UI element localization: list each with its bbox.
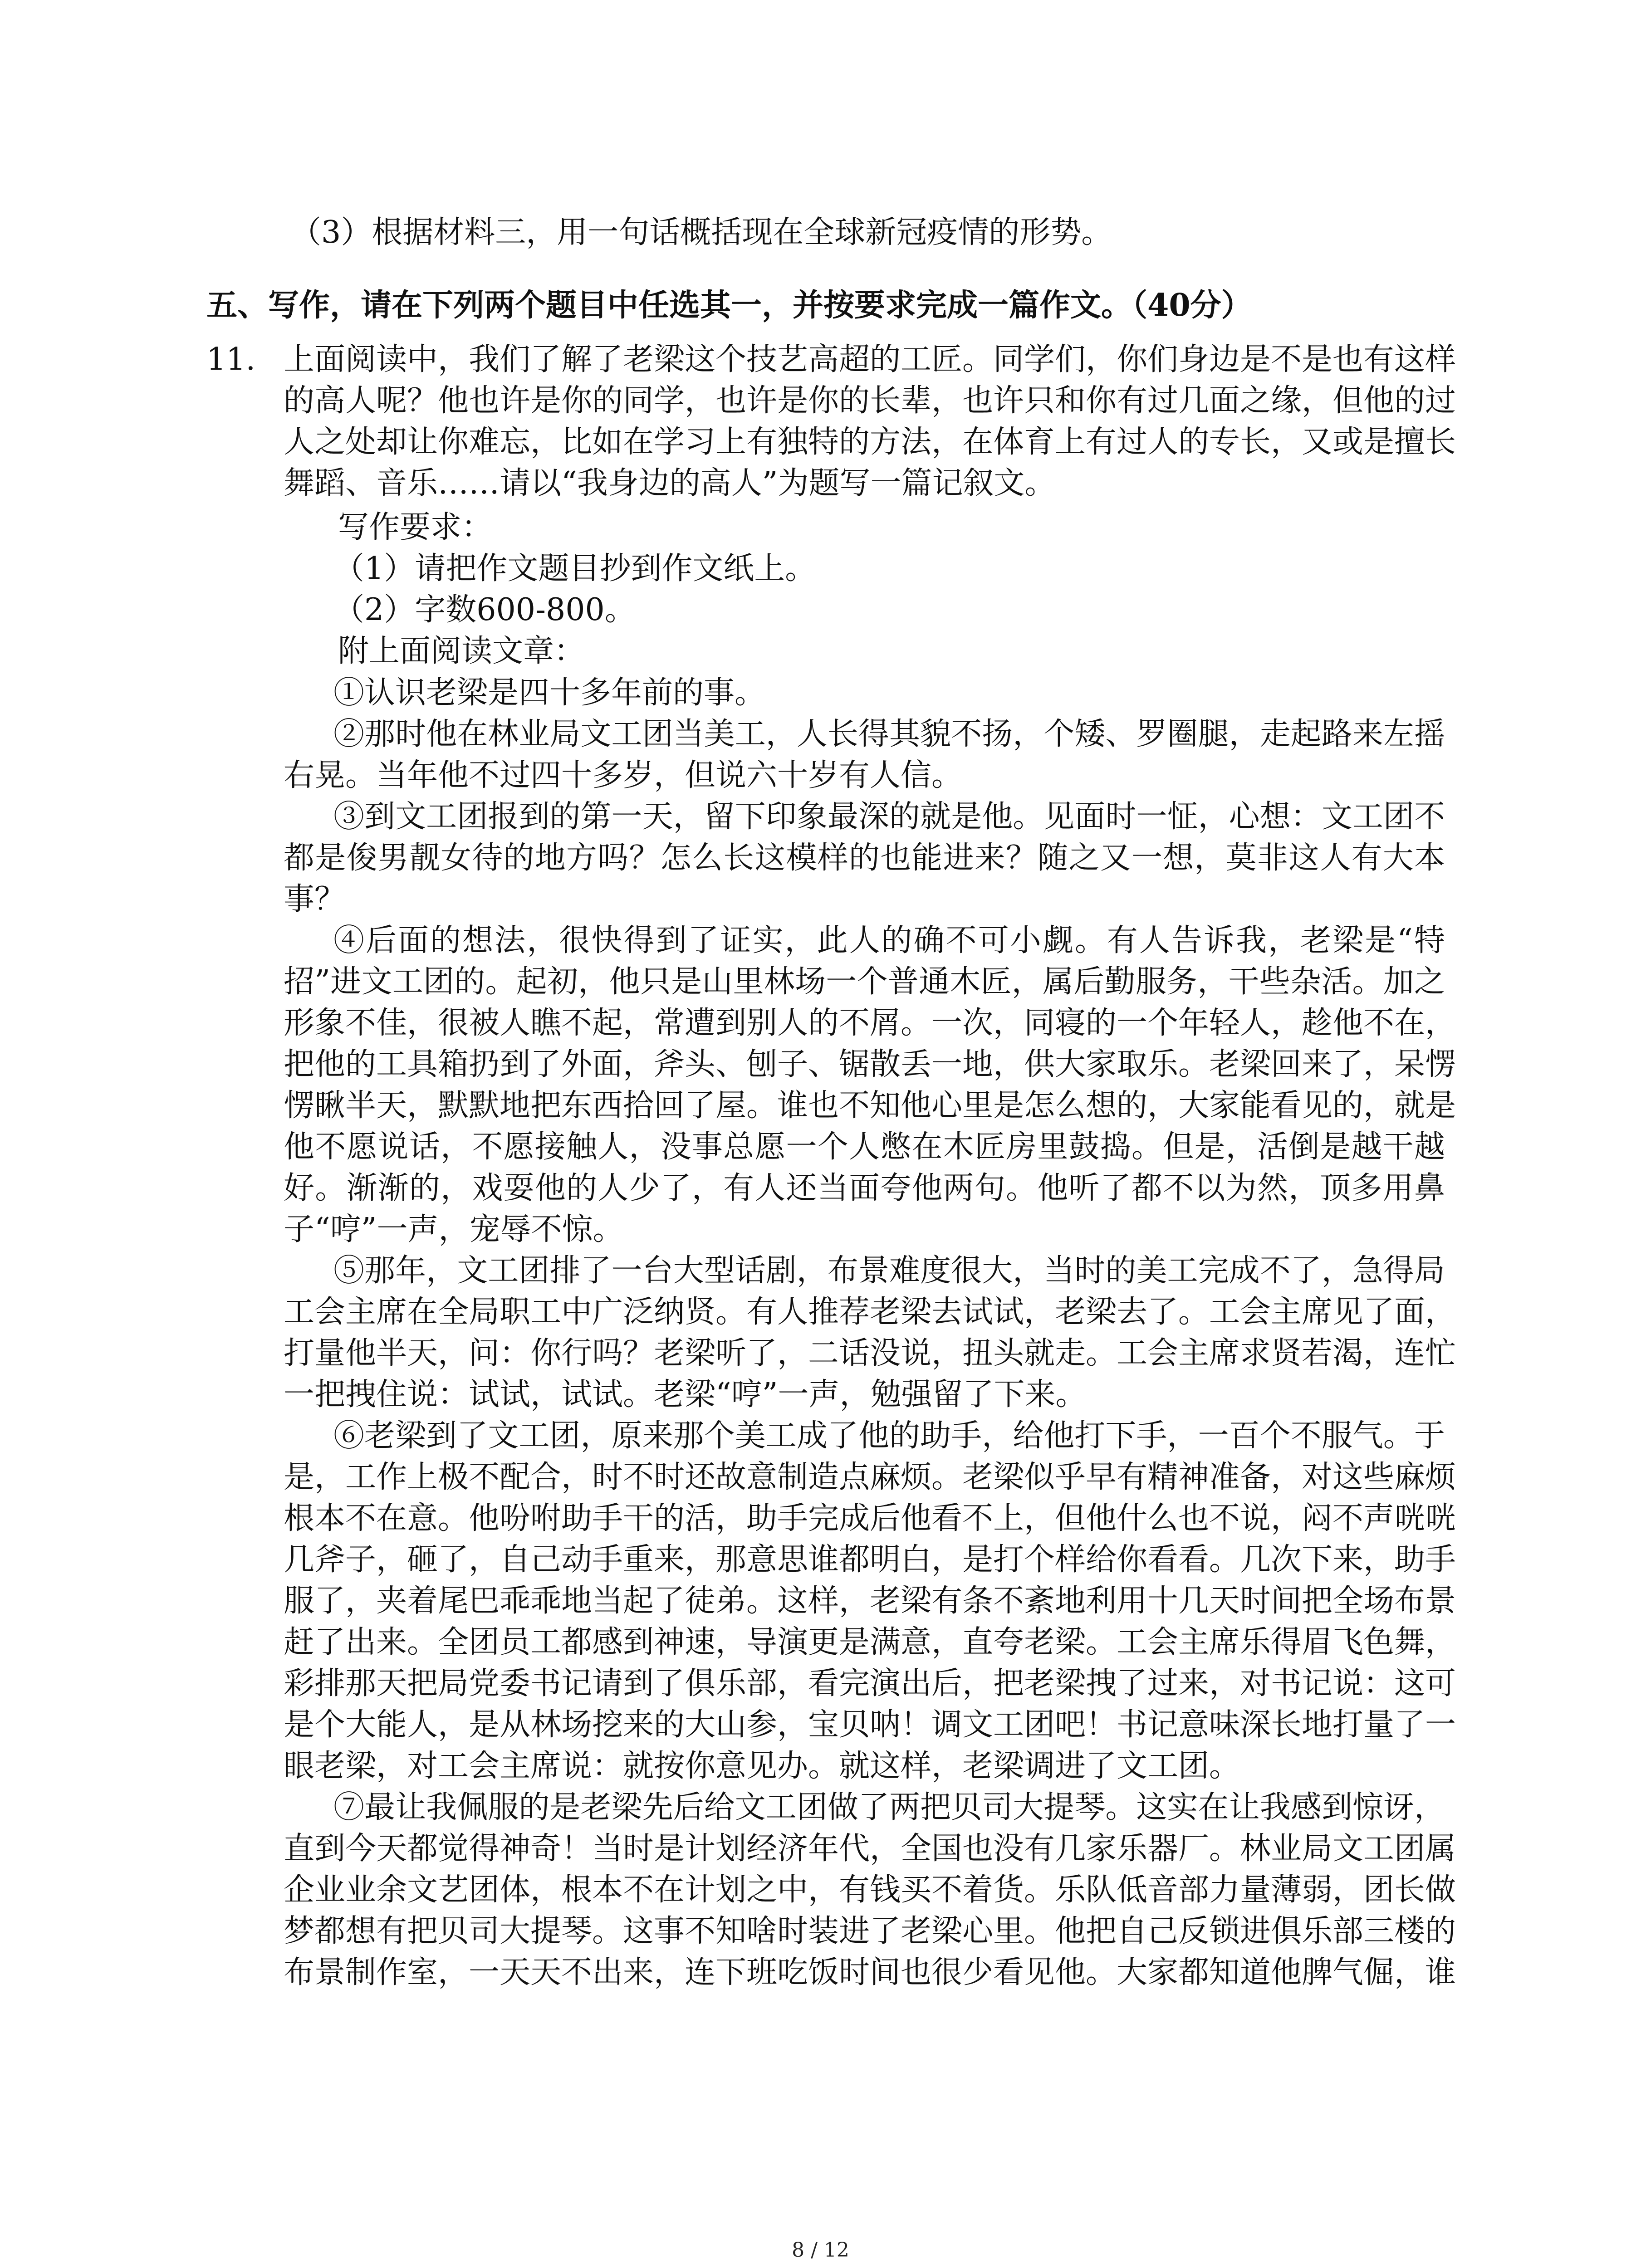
article-line: 服了，夹着尾巴乖乖地当起了徒弟。这样，老梁有条不紊地利用十几天时间把全场布景 <box>284 1583 1456 1619</box>
article-line: 赶了出来。全团员工都感到神速，导演更是满意，直夸老梁。工会主席乐得眉飞色舞， <box>284 1624 1456 1660</box>
question-3: （3）根据材料三，用一句话概括现在全球新冠疫情的形势。 <box>290 215 1112 250</box>
article-line: 愣瞅半天，默默地把东西拾回了屋。谁也不知他心里是怎么想的，大家能看见的，就是 <box>284 1088 1456 1124</box>
article-line: 彩排那天把局党委书记请到了俱乐部，看完演出后，把老梁拽了过来，对书记说：这可 <box>284 1666 1456 1701</box>
article-line: 事？ <box>284 881 346 917</box>
requirement-line: （2）字数600-800。 <box>333 592 636 628</box>
article-line: 打量他半天，问：你行吗？老梁听了，二话没说，扭头就走。工会主席求贤若渴，连忙 <box>284 1335 1456 1371</box>
article-line: 眼老梁，对工会主席说：就按你意见办。就这样，老梁调进了文工团。 <box>284 1748 1240 1784</box>
article-line: 右晃。当年他不过四十多岁，但说六十岁有人信。 <box>284 758 963 793</box>
article-line: 是，工作上极不配合，时不时还故意制造点麻烦。老梁似乎早有精神准备，对这些麻烦 <box>284 1459 1456 1495</box>
article-line: ④后面的想法，很快得到了证实，此人的确不可小觑。有人告诉我，老梁是“特 <box>333 923 1445 958</box>
article-line: 工会主席在全局职工中广泛纳贤。有人推荐老梁去试试，老梁去了。工会主席见了面， <box>284 1294 1456 1330</box>
article-line: 布景制作室，一天天不出来，连下班吃饭时间也很少看见他。大家都知道他脾气倔，谁 <box>284 1955 1456 1990</box>
article-line: 根本不在意。他吩咐助手干的活，助手完成后他看不上，但他什么也不说，闷不声咣咣 <box>284 1501 1456 1536</box>
prompt-line: 的高人呢？他也许是你的同学，也许是你的长辈，也许只和你有过几面之缘，但他的过 <box>284 383 1456 419</box>
article-line: 好。渐渐的，戏耍他的人少了，有人还当面夸他两句。他听了都不以为然，顶多用鼻 <box>284 1170 1445 1206</box>
question-number: 11. <box>206 342 256 377</box>
article-line: 一把拽住说：试试，试试。老梁“哼”一声，勉强留了下来。 <box>284 1377 1087 1413</box>
page-number: 8 / 12 <box>792 2239 849 2262</box>
article-line: 形象不佳，很被人瞧不起，常遭到别人的不屑。一次，同寝的一个年轻人，趁他不在， <box>284 1005 1456 1041</box>
article-line: 招”进文工团的。起初，他只是山里林场一个普通木匠，属后勤服务，干些杂活。加之 <box>284 964 1445 1000</box>
article-line: 梦都想有把贝司大提琴。这事不知啥时装进了老梁心里。他把自己反锁进俱乐部三楼的 <box>284 1913 1456 1949</box>
prompt-line: 人之处却让你难忘，比如在学习上有独特的方法，在体育上有过人的专长，又或是擅长 <box>284 424 1456 460</box>
article-line: ⑥老梁到了文工团，原来那个美工成了他的助手，给他打下手，一百个不服气。于 <box>333 1418 1445 1454</box>
article-line: 他不愿说话，不愿接触人，没事总愿一个人憋在木匠房里鼓捣。但是，活倒是越干越 <box>284 1129 1445 1165</box>
article-line: 都是俊男靓女待的地方吗？怎么长这模样的也能进来？随之又一想，莫非这人有大本 <box>284 840 1445 876</box>
article-line: ③到文工团报到的第一天，留下印象最深的就是他。见面时一怔，心想：文工团不 <box>333 799 1445 835</box>
requirement-line: 附上面阅读文章： <box>338 633 585 669</box>
requirement-line: （1）请把作文题目抄到作文纸上。 <box>333 551 816 587</box>
article-line: 几斧子，砸了，自己动手重来，那意思谁都明白，是打个样给你看看。几次下来，助手 <box>284 1542 1456 1578</box>
article-line: ①认识老梁是四十多年前的事。 <box>333 675 766 711</box>
article-line: 把他的工具箱扔到了外面，斧头、刨子、锯散丢一地，供大家取乐。老梁回来了，呆愣 <box>284 1046 1456 1082</box>
article-line: 子“哼”一声，宠辱不惊。 <box>284 1212 624 1247</box>
article-line: 企业业余文艺团体，根本不在计划之中，有钱买不着货。乐队低音部力量薄弱，团长做 <box>284 1872 1456 1908</box>
article-line: 是个大能人，是从林场挖来的大山参，宝贝呐！调文工团吧！书记意味深长地打量了一 <box>284 1707 1456 1743</box>
article-line: ②那时他在林业局文工团当美工，人长得其貌不扬，个矮、罗圈腿，走起路来左摇 <box>333 716 1445 752</box>
prompt-line: 上面阅读中，我们了解了老梁这个技艺高超的工匠。同学们，你们身边是不是也有这样 <box>284 342 1456 377</box>
article-line: ⑦最让我佩服的是老梁先后给文工团做了两把贝司大提琴。这实在让我感到惊讶， <box>333 1789 1445 1825</box>
prompt-line: 舞蹈、音乐……请以“我身边的高人”为题写一篇记叙文。 <box>284 465 1056 501</box>
section-title: 五、写作，请在下列两个题目中任选其一，并按要求完成一篇作文。（40分） <box>206 287 1252 323</box>
article-line: ⑤那年，文工团排了一台大型话剧，布景难度很大，当时的美工完成不了，急得局 <box>333 1253 1445 1289</box>
article-line: 直到今天都觉得神奇！当时是计划经济年代，全国也没有几家乐器厂。林业局文工团属 <box>284 1831 1456 1867</box>
requirement-line: 写作要求： <box>338 509 493 545</box>
